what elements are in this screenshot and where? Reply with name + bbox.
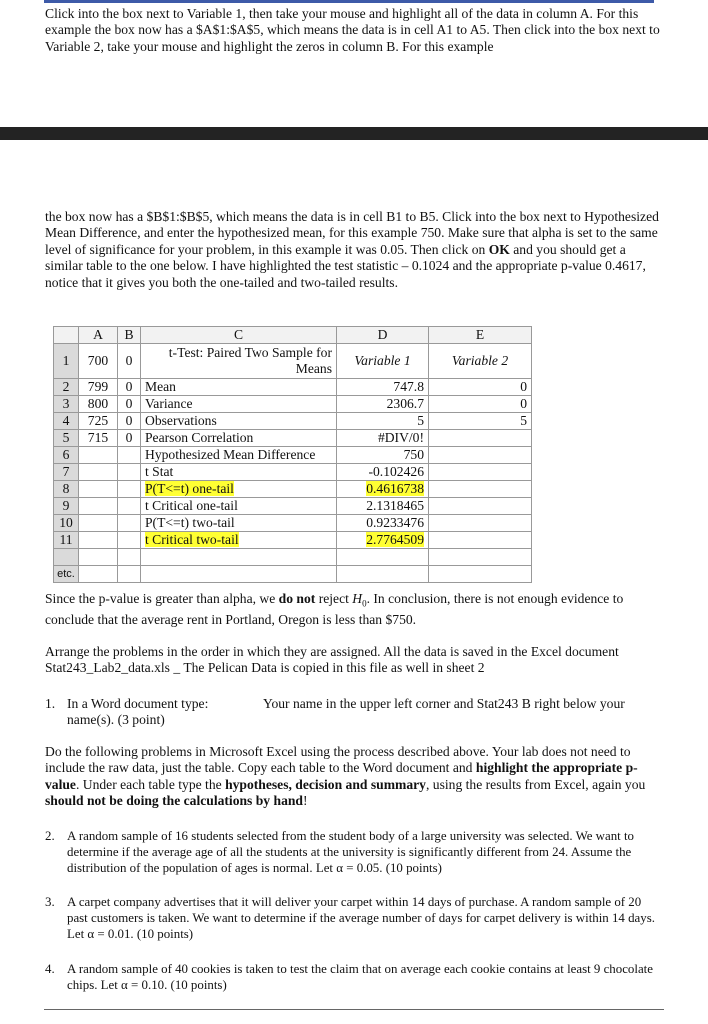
list-number: 4. — [45, 962, 55, 976]
table-row — [54, 549, 532, 566]
list-item-body: A carpet company advertises that it will deliver your carpet within 14 days of purchase. A random sample of 20 past customers is taken. We want to determine if the average number of days for carpet delivery is within 14 days. Let α = 0.01. (10 points) — [67, 895, 655, 941]
cell-b — [118, 447, 141, 464]
col-header-b: B — [118, 327, 141, 344]
cell-b — [118, 464, 141, 481]
cell-a: 800 — [79, 396, 118, 413]
corner-cell — [54, 327, 79, 344]
cell-d: 5 — [337, 413, 429, 430]
list-number: 3. — [45, 895, 55, 909]
list-item-3 — [45, 894, 665, 942]
item1-text: In a Word document type: — [67, 696, 209, 711]
list-item-body — [67, 696, 665, 729]
table-row — [54, 430, 532, 447]
cell-c: t Stat — [141, 464, 337, 481]
row-number: 3 — [54, 396, 79, 413]
cell-b: 0 — [118, 379, 141, 396]
cell-d-variable1: Variable 1 — [337, 344, 429, 379]
cell-e — [429, 430, 532, 447]
intro-paragraph-continued — [45, 209, 665, 291]
row-etc: etc. — [54, 566, 79, 583]
cell-d — [337, 566, 429, 583]
list-number: 1. — [45, 696, 56, 711]
table-row — [54, 566, 532, 583]
cell-b: 0 — [118, 396, 141, 413]
cell-b — [118, 498, 141, 515]
row-number: 5 — [54, 430, 79, 447]
cell-c-p-two-tail — [141, 532, 337, 549]
row-number: 2 — [54, 379, 79, 396]
cell-a: 799 — [79, 379, 118, 396]
cell-e — [429, 481, 532, 498]
table-row — [54, 481, 532, 498]
do-not-bold: do not — [278, 591, 316, 606]
cell-e: 0 — [429, 379, 532, 396]
cell-e — [429, 549, 532, 566]
cell-c-t-stat — [141, 481, 337, 498]
t-stat-value-highlight: 0.4616738 — [366, 481, 424, 496]
cell-e — [429, 447, 532, 464]
col-header-a: A — [79, 327, 118, 344]
intro-paragraph-top: Click into the box next to Variable 1, then take your mouse and highlight all of the data in column A. For this example the box now has a $A$1:$A$5, which means the data is in cell A1 to A5. Then click into the box next to Variable 2, take your mouse and highlight the zeros in column B. For this example — [45, 6, 660, 54]
conclusion-text-1: Since the p-value is greater than alpha, we — [45, 591, 279, 606]
column-header-row — [54, 327, 532, 344]
cell-b — [118, 481, 141, 498]
cell-e-variable2: Variable 2 — [429, 344, 532, 379]
instr-text-1: Do the following problems in Microsoft Excel using the process described above. Your lab does not need to include the raw data, just the table. Copy each table to the Word document and — [45, 744, 631, 776]
list-item-1 — [45, 696, 665, 729]
cell-d: 2.1318465 — [337, 498, 429, 515]
h0-symbol: H — [352, 591, 363, 606]
row-number: 9 — [54, 498, 79, 515]
cell-b — [118, 549, 141, 566]
list-item-4 — [45, 961, 665, 993]
cell-b: 0 — [118, 413, 141, 430]
cell-e — [429, 532, 532, 549]
cell-d: #DIV/0! — [337, 430, 429, 447]
cell-b: 0 — [118, 344, 141, 379]
excel-output-table — [53, 326, 532, 583]
cell-d-t-stat — [337, 481, 429, 498]
cell-b — [118, 515, 141, 532]
cell-a — [79, 498, 118, 515]
table-row — [54, 396, 532, 413]
cell-d: 747.8 — [337, 379, 429, 396]
cell-e — [429, 515, 532, 532]
conclusion-text-2: reject — [315, 591, 353, 606]
conclusion-text-3: . In conclusion, there is not enough evidence to conclude that the average rent in Portland, Oregon is less than $750. — [45, 591, 624, 628]
cell-c: Observations — [141, 413, 337, 430]
cell-c: Variance — [141, 396, 337, 413]
cell-d: 750 — [337, 447, 429, 464]
row-number: 8 — [54, 481, 79, 498]
p-two-tail-value-highlight: 2.7764509 — [366, 532, 424, 547]
page-bottom-rule — [44, 1009, 664, 1010]
cell-e: 5 — [429, 413, 532, 430]
arrange-paragraph: Arrange the problems in the order in which they are assigned. All the data is saved in the Excel document Stat243_Lab2_data.xls _ The Pelican Data is copied in this file as well in sheet 2 — [45, 644, 619, 676]
cell-d: -0.102426 — [337, 464, 429, 481]
cell-a — [79, 447, 118, 464]
instr-bold-1: highlight the appropriate p-value — [45, 760, 638, 792]
row-number: 10 — [54, 515, 79, 532]
col-header-d: D — [337, 327, 429, 344]
cell-c — [141, 566, 337, 583]
cell-b — [118, 532, 141, 549]
cell-d: 2306.7 — [337, 396, 429, 413]
cell-a: 715 — [79, 430, 118, 447]
table-row — [54, 344, 532, 379]
cell-c: Mean — [141, 379, 337, 396]
intro-text-2: and you should get a similar table to the one below. I have highlighted the test statistic – 0.1024 and the appropriate p-value 0.4617, notice that it gives you both the one-tailed and two-tailed results. — [45, 241, 646, 290]
table-row — [54, 515, 532, 532]
cell-a: 700 — [79, 344, 118, 379]
row-number: 6 — [54, 447, 79, 464]
cell-a: 725 — [79, 413, 118, 430]
table-row — [54, 532, 532, 549]
cell-e — [429, 498, 532, 515]
cell-d: 0.9233476 — [337, 515, 429, 532]
table-row — [54, 464, 532, 481]
cell-c: t Critical one-tail — [141, 498, 337, 515]
cell-c — [141, 549, 337, 566]
intro-text-1: the box now has a $B$1:$B$5, which means the data is in cell B1 to B5. Click into the box next to Hypothesized Mean Difference, and enter the hypothesized mean, for this example 750. Make sure that alpha is set to the same level of significance for your problem, in this example it was 0.05. Then click on — [45, 209, 659, 257]
instr-text-4: ! — [302, 793, 308, 809]
cell-a — [79, 481, 118, 498]
h0-subscript: 0 — [362, 598, 367, 609]
p-two-tail-label-highlight: t Critical two-tail — [145, 532, 239, 547]
cell-c: P(T<=t) two-tail — [141, 515, 337, 532]
row-number: 11 — [54, 532, 79, 549]
row-number: 7 — [54, 464, 79, 481]
instr-text-3: , using the results from Excel, again you — [425, 776, 646, 792]
table-row — [54, 379, 532, 396]
cell-b — [118, 566, 141, 583]
cell-e — [429, 566, 532, 583]
item1-gap-text: Your name in the upper left corner and Stat243 B right below your name(s). (3 point) — [67, 696, 625, 728]
cell-c: Pearson Correlation — [141, 430, 337, 447]
instr-bold-2: hypotheses, decision and summary — [225, 776, 426, 792]
list-item-body: A random sample of 40 cookies is taken to test the claim that on average each cookie contains at least 9 chocolate chips. Let α = 0.10. (10 points) — [67, 962, 653, 992]
cell-a — [79, 515, 118, 532]
instructions-paragraph — [45, 744, 665, 810]
list-number: 2. — [45, 829, 55, 843]
page-top-border — [44, 0, 654, 3]
instr-bold-3: should not be doing the calculations by hand — [45, 793, 303, 809]
row-number: 1 — [54, 344, 79, 379]
cell-a — [79, 549, 118, 566]
cell-a — [79, 566, 118, 583]
cell-c: Hypothesized Mean Difference — [141, 447, 337, 464]
t-stat-label-highlight: P(T<=t) one-tail — [145, 481, 234, 496]
ok-keyword: OK — [488, 241, 510, 257]
cell-a — [79, 532, 118, 549]
cell-d — [337, 549, 429, 566]
list-item-body: A random sample of 16 students selected from the student body of a large university was selected. We want to determine if the average age of all the students at the university is significantly different from 24. Assume the distribution of the population of ages is normal. Let α = 0.05. (10 points) — [67, 829, 634, 875]
table-row — [54, 413, 532, 430]
cell-b: 0 — [118, 430, 141, 447]
col-header-c: C — [141, 327, 337, 344]
list-item-2 — [45, 828, 665, 876]
cell-e — [429, 464, 532, 481]
cell-d-p-two-tail — [337, 532, 429, 549]
instr-text-2: . Under each table type the — [75, 776, 226, 792]
col-header-e: E — [429, 327, 532, 344]
table-row — [54, 447, 532, 464]
cell-a — [79, 464, 118, 481]
cell-e: 0 — [429, 396, 532, 413]
row-number — [54, 549, 79, 566]
page-break-band — [0, 127, 708, 140]
cell-c-title: t-Test: Paired Two Sample for Means — [141, 344, 337, 379]
conclusion-paragraph — [45, 591, 665, 629]
row-number: 4 — [54, 413, 79, 430]
table-row — [54, 498, 532, 515]
